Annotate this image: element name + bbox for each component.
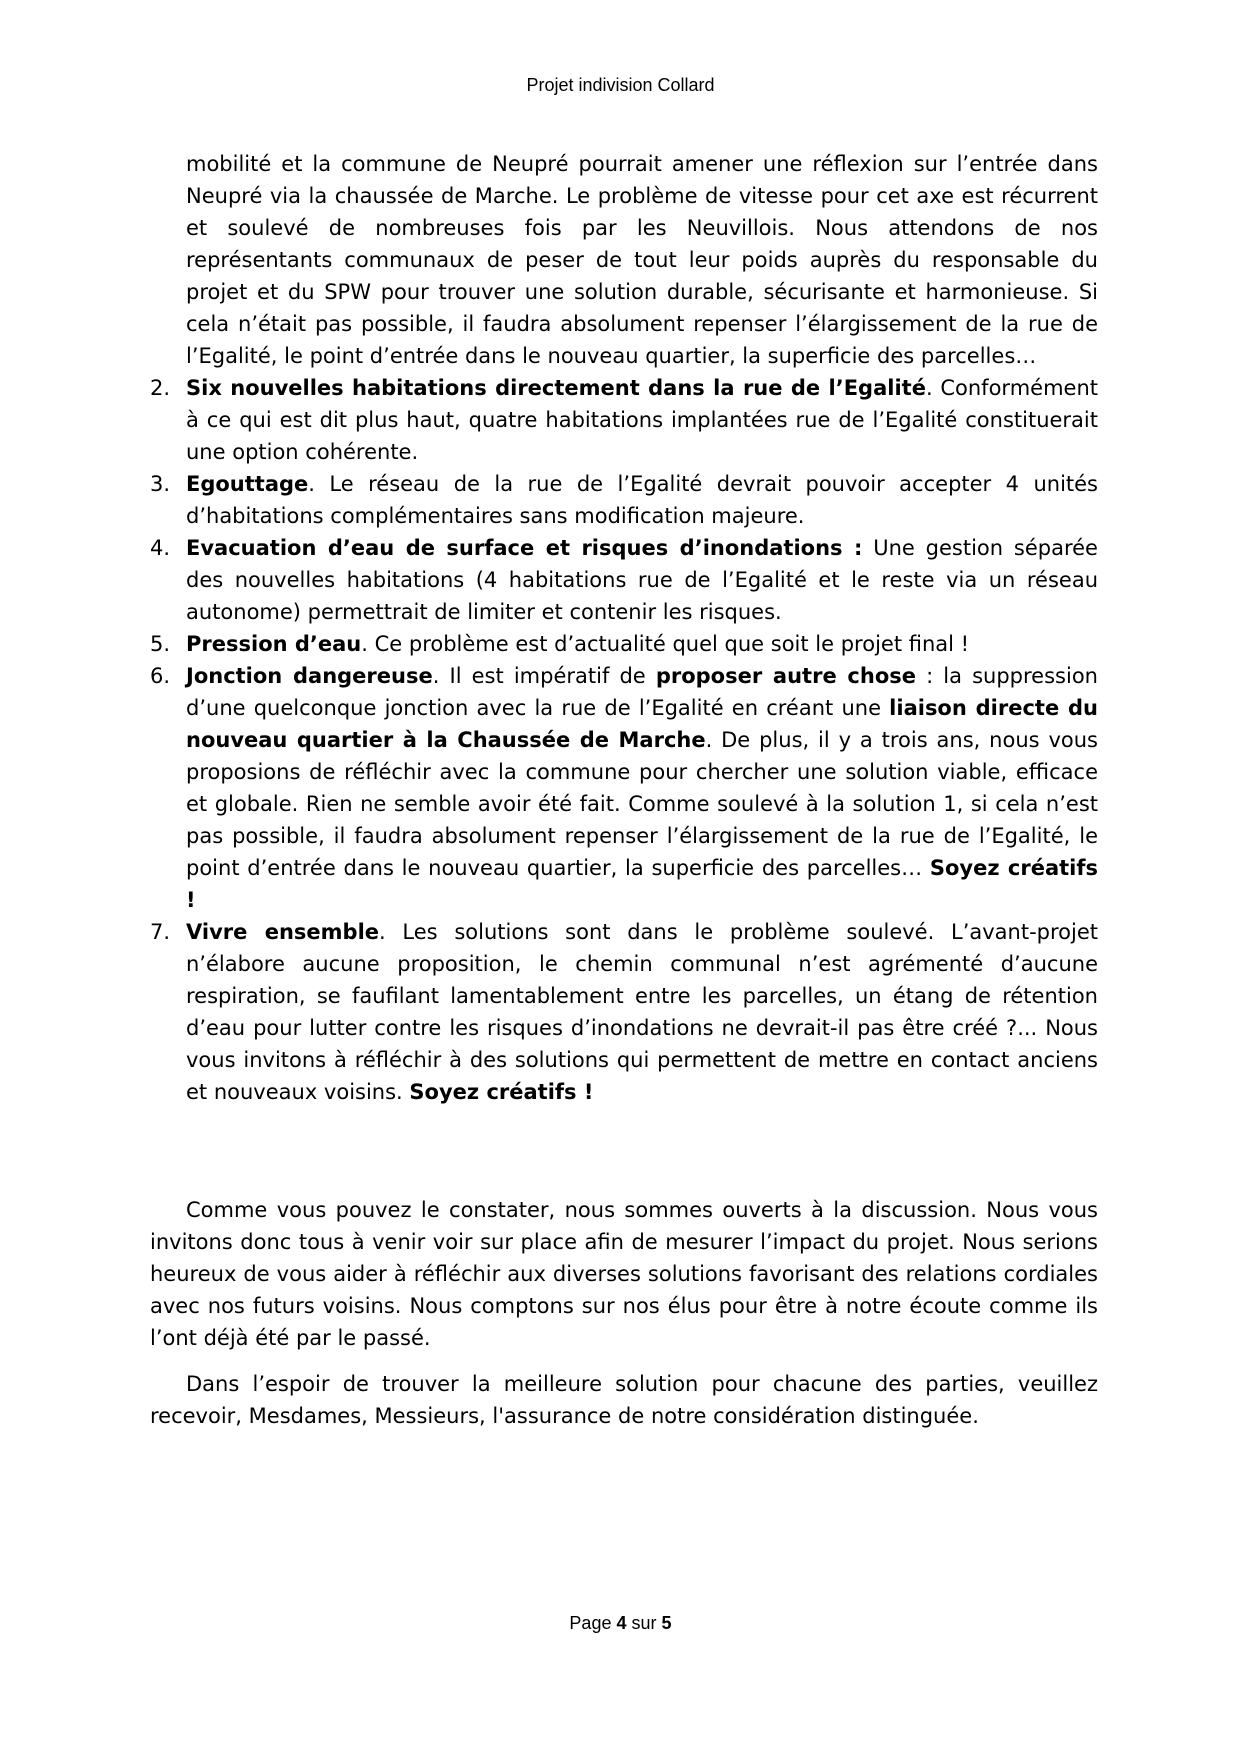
list-item [150,916,1098,1108]
list-text: . Conformément à ce qui est dit plus haut, quatre habitations implantées rue de l’Egalité constituerait une option cohérente. [186,376,1098,464]
bold-text: Soyez créatifs ! [186,856,1098,912]
list-text: . Ce problème est d’actualité quel que soit le projet final ! [361,632,970,656]
document-body [150,148,1098,1446]
list-text: . Le réseau de la rue de l’Egalité devrait pouvoir accepter 4 unités d’habitations complémentaires sans modification majeure. [186,472,1098,528]
list-item [150,468,1098,532]
list-number: 3. [150,472,171,496]
bold-text: Evacuation d’eau de surface et risques d’inondations : [186,536,863,560]
closing-section [150,1194,1098,1432]
page-total: 5 [661,1613,672,1633]
list-number: 6. [150,664,171,688]
page-footer [0,1612,1241,1634]
bold-text: Soyez créatifs ! [409,1080,594,1104]
list-text: . Les solutions sont dans le problème soulevé. L’avant-projet n’élabore aucune proposition, le chemin communal n’est agrémenté d’aucune respiration, se faufilant lamentablement entre les parcelles, un étang de rétention d’eau pour lutter contre les risques d’inondations ne devrait-il pas être créé ?... Nous vous invitons à réfléchir à des solutions qui permettent de mettre en contact anciens et nouveaux voisins. [186,920,1098,1104]
list-number: 2. [150,376,171,400]
continuation-paragraph: mobilité et la commune de Neupré pourrait amener une réflexion sur l’entrée dans Neupré via la chaussée de Marche. Le problème de vitesse pour cet axe est récurrent et soulevé de nombreuses fois par les Neuvillois. Nous attendons de nos représentants communaux de peser de tout leur poids auprès du responsable du projet et du SPW pour trouver une solution durable, sécurisante et harmonieuse. Si cela n’était pas possible, il faudra absolument repenser l’élargissement de la rue de l’Egalité, le point d’entrée dans le nouveau quartier, la superficie des parcelles… [186,152,1098,368]
bold-text: Pression d’eau [186,632,362,656]
bold-text: Jonction dangereuse [186,664,433,688]
list-text: : la suppression d’une quelconque jonction avec la rue de l’Egalité en créant une [186,664,1098,720]
list-text: . De plus, il y a trois ans, nous vous proposions de réfléchir avec la commune pour chercher une solution viable, efficace et globale. Rien ne semble avoir été fait. Comme soulevé à la solution 1, si cela n’est pas possible, il faudra absolument repenser l’élargissement de la rue de l’Egalité, le point d’entrée dans le nouveau quartier, la superficie des parcelles… [186,728,1098,880]
list-item [150,372,1098,468]
numbered-list [150,372,1098,1108]
list-text: . Il est impératif de [432,664,656,688]
page-current: 4 [616,1613,627,1633]
list-text: Une gestion séparée des nouvelles habitations (4 habitations rue de l’Egalité et le reste via un réseau autonome) permettrait de limiter et contenir les risques. [186,536,1098,624]
bold-text: Six nouvelles habitations directement dans la rue de l’Egalité [186,376,926,400]
sur-label: sur [631,1613,657,1633]
closing-paragraph: Dans l’espoir de trouver la meilleure solution pour chacune des parties, veuillez recevoir, Mesdames, Messieurs, l'assurance de notre considération distinguée. [150,1372,1098,1428]
page-header: Projet indivision Collard [526,75,715,95]
page-label: Page [569,1613,612,1633]
list-item [150,660,1098,916]
list-item [150,532,1098,628]
bold-text: Vivre ensemble [186,920,380,944]
closing-paragraph: Comme vous pouvez le constater, nous sommes ouverts à la discussion. Nous vous invitons donc tous à venir voir sur place afin de mesurer l’impact du projet. Nous serions heureux de vous aider à réfléchir aux diverses solutions favorisant des relations cordiales avec nos futurs voisins. Nous comptons sur nos élus pour être à notre écoute comme ils l’ont déjà été par le passé. [150,1198,1098,1350]
list-number: 7. [150,920,171,944]
bold-text: proposer autre chose [655,664,916,688]
list-item [150,628,1098,660]
bold-text: Egouttage [186,472,309,496]
list-number: 5. [150,632,171,656]
bold-text: liaison directe du nouveau quartier à la Chaussée de Marche [186,696,1098,752]
list-number: 4. [150,536,171,560]
